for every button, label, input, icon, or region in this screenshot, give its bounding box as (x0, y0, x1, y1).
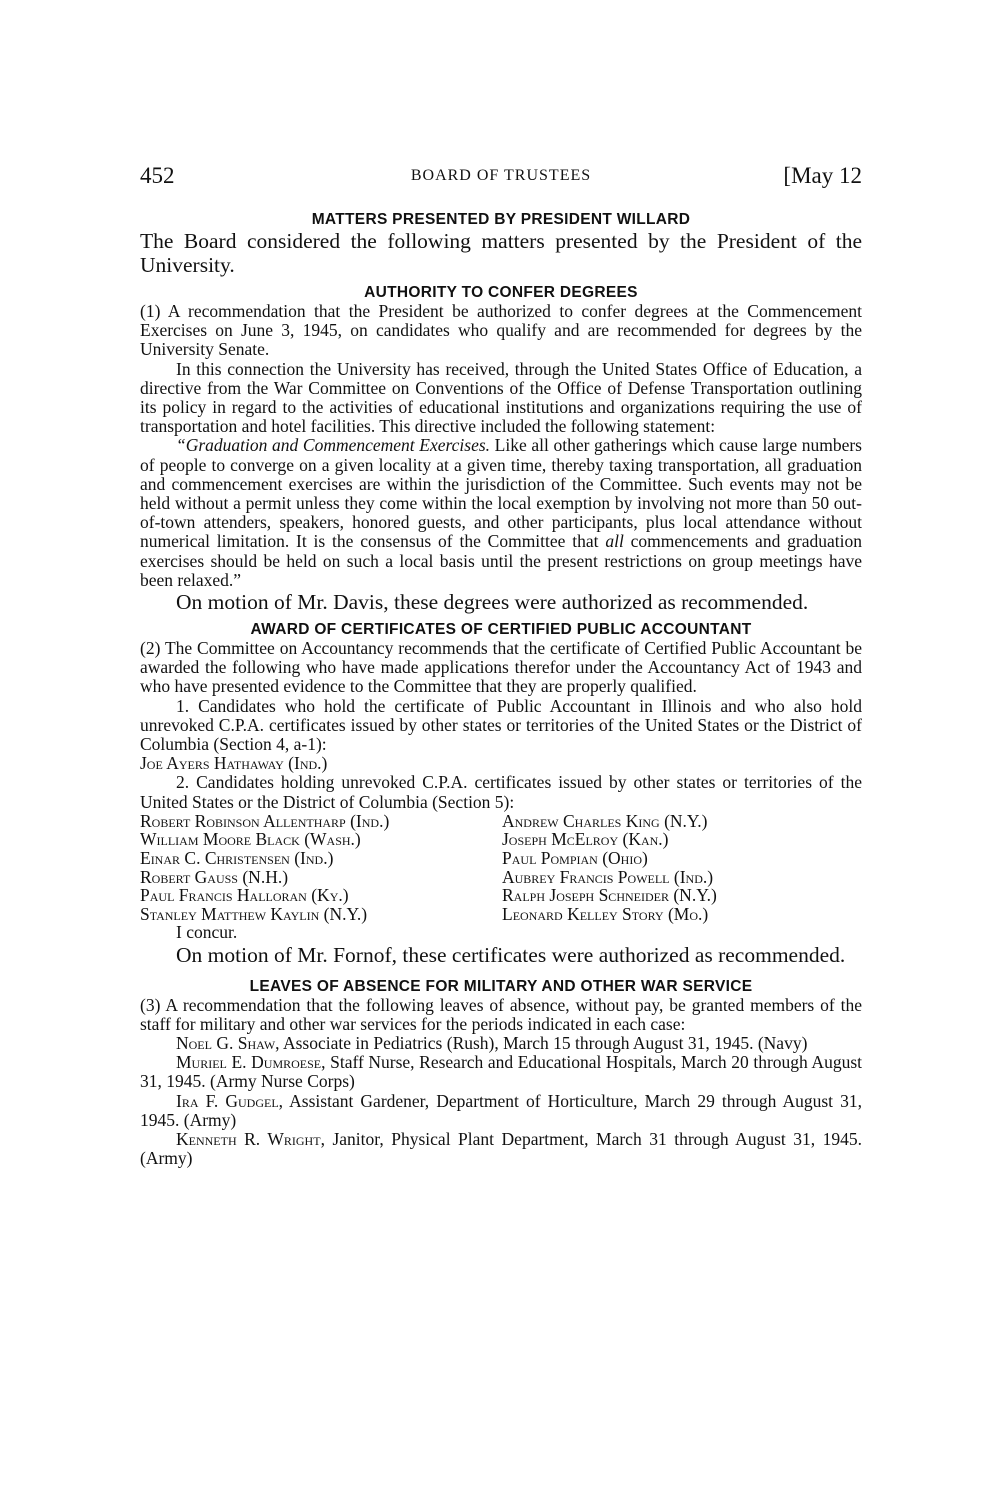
candidate-name: Paul Pompian (Ohio) (502, 848, 648, 869)
page-body (140, 210, 862, 1168)
section-heading-matters: MATTERS PRESENTED BY PRESIDENT WILLARD (311, 211, 691, 228)
candidate-name: Aubrey Francis Powell (Ind.) (502, 866, 714, 887)
staff-name: Kenneth R. Wright (176, 1129, 321, 1150)
candidate-name: Robert Gauss (N.H.) (140, 866, 289, 887)
intro-paragraph: The Board considered the following matters presented by the President of the University. (140, 229, 862, 277)
candidate-name: Leonard Kelley Story (Mo.) (502, 903, 709, 924)
cpa-motion: On motion of Mr. Fornof, these certificates were authorized as recommended. (176, 942, 846, 967)
cpa-candidate-name: Joe Ayers Hathaway (Ind.) (140, 753, 328, 774)
degrees-recommendation: (1) A recommendation that the President be authorized to confer degrees at the Commencement Exercises on June 3, 1945, on candidates who qualify and are recommended for degrees by the University Senate. (140, 301, 862, 360)
staff-name: Muriel E. Dumroese (176, 1052, 322, 1073)
candidate-name: Stanley Matthew Kaylin (N.Y.) (140, 903, 368, 924)
candidate-name: Joseph McElroy (Kan.) (502, 829, 669, 850)
candidate-name: Ralph Joseph Schneider (N.Y.) (502, 885, 717, 906)
running-head (140, 163, 862, 193)
section-heading-cpa: AWARD OF CERTIFICATES OF CERTIFIED PUBLIC ACCOUNTANT (250, 621, 752, 639)
staff-name: Noel G. Shaw (176, 1033, 276, 1054)
section-heading-degrees: AUTHORITY TO CONFER DEGREES (364, 284, 638, 301)
cpa-recommendation: (2) The Committee on Accountancy recommends that the certificate of Certified Public Accountant be awarded the following who have made applications therefor under the Accountancy Act of 1943 and who have presented evidence to the Committee that they are properly qualified. (140, 638, 862, 697)
directive-quotation: “Graduation and Commencement Exercises. Like all other gatherings which cause large numbers of people to converge on a given locality at a given time, thereby taxing transportation, all graduation and commencement exercises are within the jurisdiction of the Committee. Such events may not be held without a permit unless they come within the local exemption by involving not more than 50 out-of-town attenders, speakers, honored guests, and other participants, plus local attendance without numerical limitation. It is the consensus of the Committee that all commencements and graduation exercises should be held on such a local basis until the present restrictions on group meetings have been relaxed.” (140, 435, 862, 590)
candidate-name: Einar C. Christensen (Ind.) (140, 848, 334, 869)
candidate-name: William Moore Black (Wash.) (140, 829, 361, 850)
staff-name: Ira F. Gudgel (176, 1090, 279, 1111)
quotation-title: “Graduation and Commencement Exercises. (176, 435, 491, 456)
leaves-recommendation: (3) A recommendation that the following leaves of absence, without pay, be granted members of the staff for military and other war services for the periods indicated in each case: (140, 994, 862, 1034)
leave-entry: Noel G. Shaw, Associate in Pediatrics (Rush), March 15 through August 31, 1945. (Navy) (176, 1033, 808, 1054)
page-number: 452 (140, 163, 175, 188)
candidate-name: Paul Francis Halloran (Ky.) (140, 885, 349, 906)
cpa-candidates-list (140, 812, 862, 924)
running-head-title: BOARD OF TRUSTEES (410, 167, 592, 184)
section-heading-leaves: LEAVES OF ABSENCE FOR MILITARY AND OTHER WAR SERVICE (249, 977, 753, 995)
leave-entry: Muriel E. Dumroese, Staff Nurse, Research and Educational Hospitals, March 20 through August 31, 1945. (Army Nurse Corps) (140, 1052, 862, 1092)
cpa-category-2: 2. Candidates holding unrevoked C.P.A. certificates issued by other states or territories of the United States or the District of Columbia (Section 5): (140, 772, 862, 812)
leave-entry: Ira F. Gudgel, Assistant Gardener, Department of Horticulture, March 29 through August 31, 1945. (Army) (140, 1090, 862, 1130)
concur-statement: I concur. (176, 922, 238, 943)
candidate-name: Robert Robinson Allentharp (Ind.) (140, 810, 390, 831)
degrees-directive-paragraph: In this connection the University has received, through the United States Office of Education, a directive from the War Committee on Conventions of the Office of Defense Transportation outlining its policy in regard to the activities of educational institutions and organizations requiring the use of transportation and hotel facilities. This directive included the following statement: (140, 358, 862, 437)
candidate-name: Andrew Charles King (N.Y.) (502, 810, 708, 831)
leave-entry: Kenneth R. Wright, Janitor, Physical Plant Department, March 31 through August 31, 1945. (Army) (140, 1129, 863, 1169)
running-head-date: [May 12 (783, 163, 862, 188)
degrees-motion: On motion of Mr. Davis, these degrees were authorized as recommended. (176, 590, 809, 615)
cpa-category-1: 1. Candidates who hold the certificate of Public Accountant in Illinois and who also hold unrevoked C.P.A. certificates issued by other states or territories of the United States or the District of Columbia (Section 4, a-1): (140, 695, 862, 755)
